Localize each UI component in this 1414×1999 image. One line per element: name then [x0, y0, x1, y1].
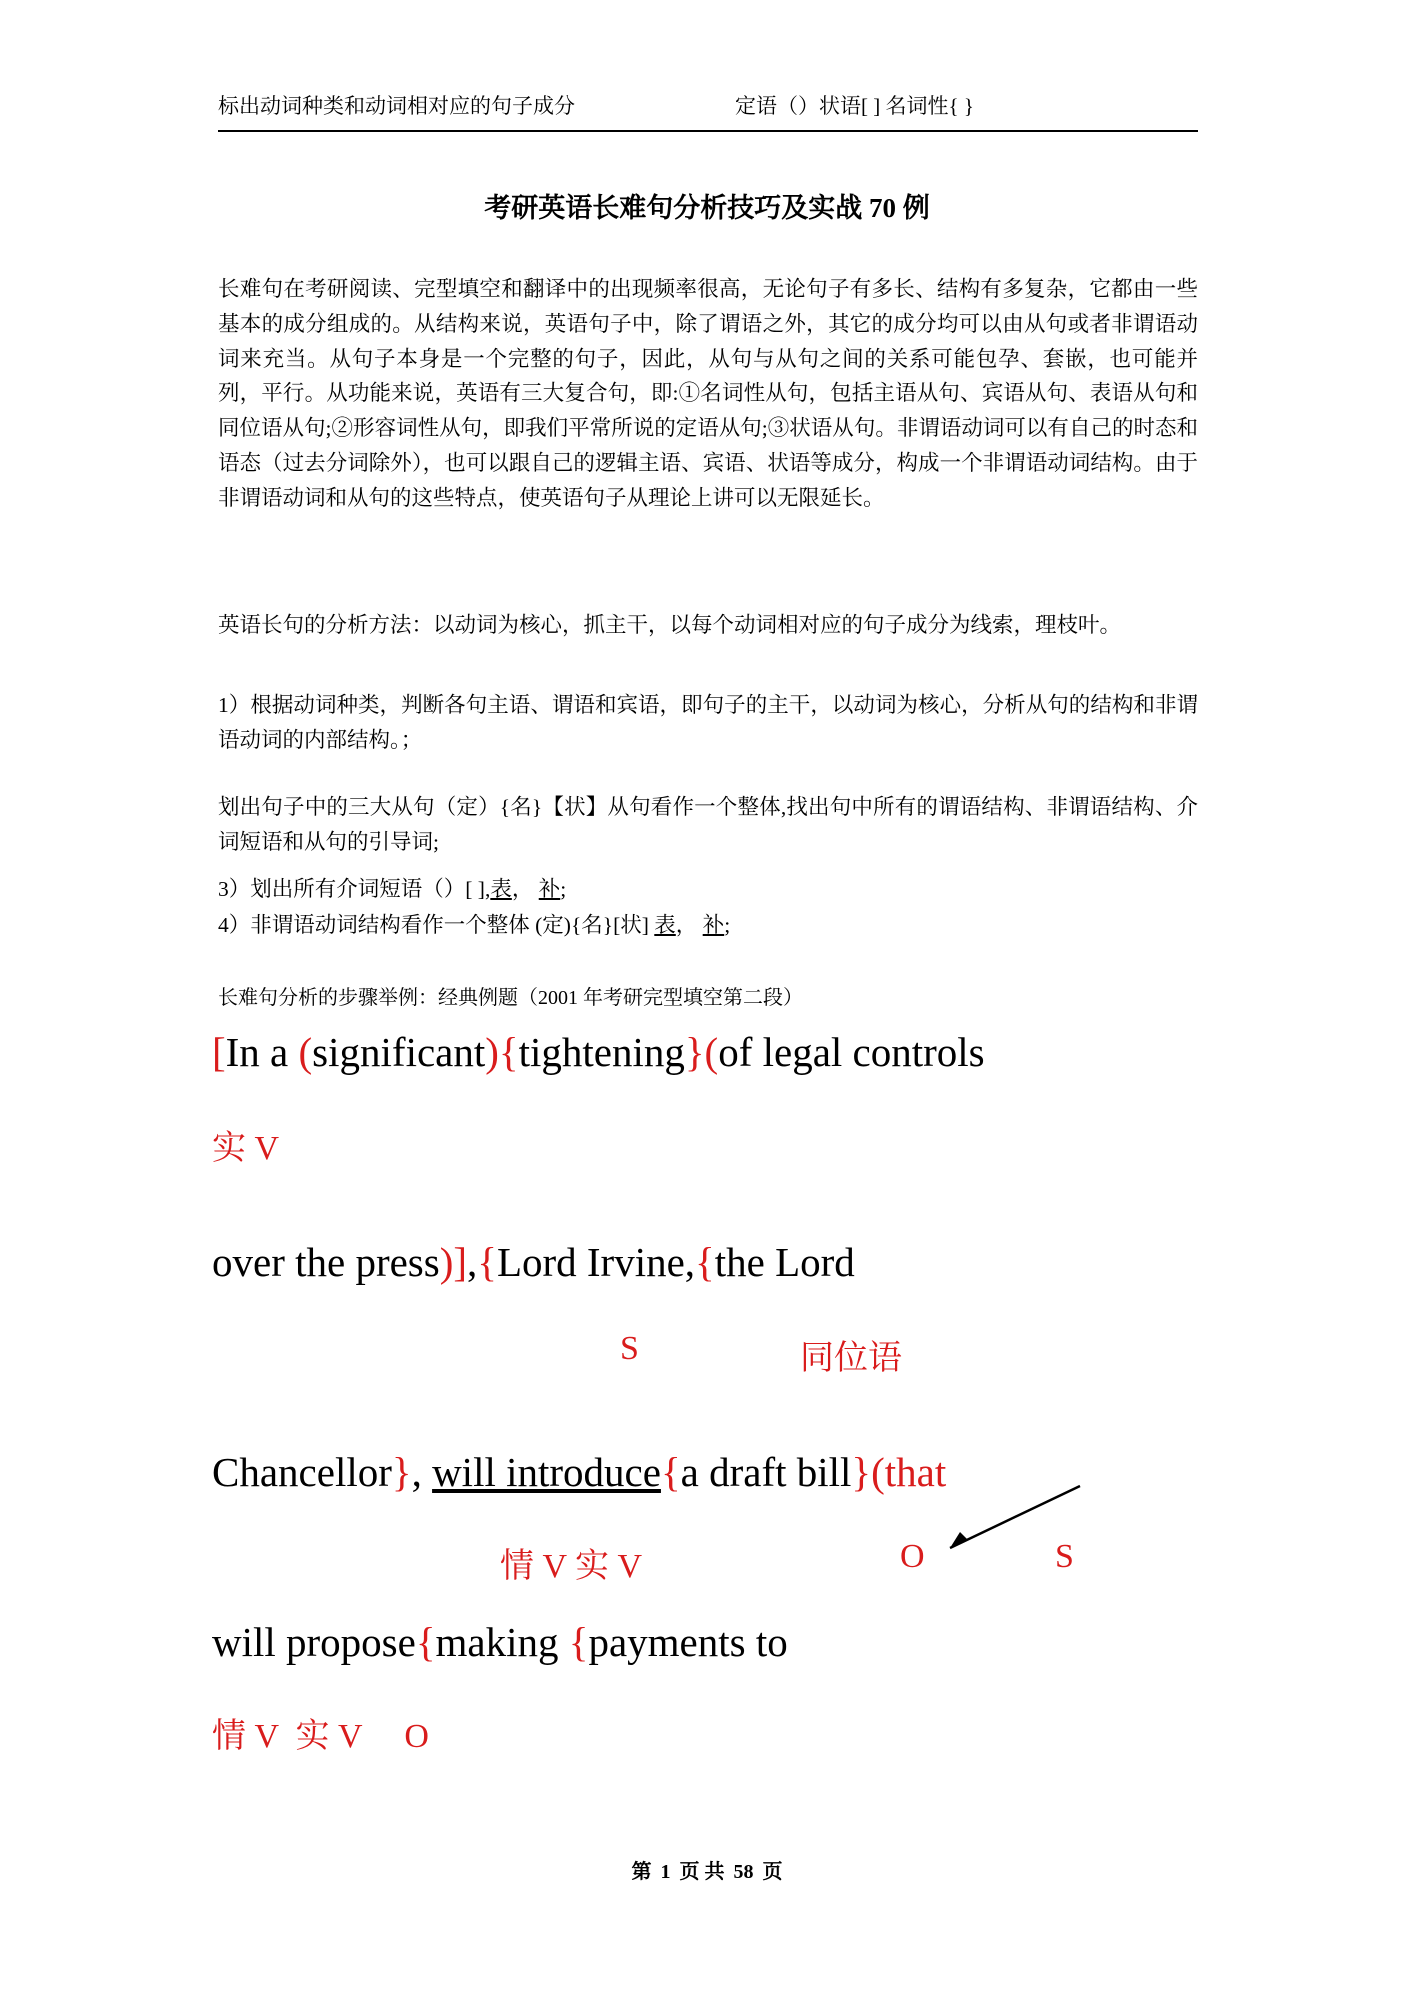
page-footer [0, 1855, 1414, 1884]
text-segment: { [415, 1619, 436, 1665]
text-segment: } [851, 1449, 872, 1495]
example-mark-4: 情 V 实 V O [212, 1718, 429, 1755]
text-segment: { [498, 1029, 519, 1075]
paragraph-step3 [218, 872, 1198, 907]
example-mark-1: 实 V [212, 1130, 280, 1167]
footer-suffix: 页 [762, 1861, 783, 1883]
step4-suffix: ; [724, 913, 731, 937]
text-segment: ) [485, 1029, 499, 1075]
text-segment: )] [439, 1239, 468, 1285]
step4-underline-1: 表 [654, 913, 676, 937]
text-segment: { [477, 1239, 497, 1285]
example-mark-3-object: O [900, 1538, 925, 1575]
step4-mid: ， [675, 913, 703, 937]
example-mark-3-subject: S [1055, 1538, 1074, 1575]
text-segment: of legal controls [718, 1029, 985, 1075]
step3-underline-1: 表 [490, 877, 512, 901]
step3-suffix: ; [560, 877, 567, 901]
text-segment: Chancellor [212, 1449, 392, 1495]
example-mark-2-subject: S [620, 1330, 639, 1367]
paragraph-step2: 划出句子中的三大从句（定）{名}【状】从句看作一个整体,找出句中所有的谓语结构、非谓语结构、介词短语和从句的引导词; [218, 795, 1198, 854]
page-header [218, 90, 1198, 132]
paragraph-method: 英语长句的分析方法：以动词为核心，抓主干，以每个动词相对应的句子成分为线索，理枝叶。 [218, 613, 1122, 637]
example-line-4 [212, 1620, 788, 1665]
paragraph-step4 [218, 908, 1198, 943]
pointer-arrow-icon [930, 1478, 1090, 1558]
text-segment: ( [871, 1449, 885, 1495]
footer-prefix: 第 [631, 1861, 652, 1883]
text-segment: , [467, 1239, 478, 1285]
step4-underline-2: 补 [702, 913, 725, 937]
page-title: 考研英语长难句分析技巧及实战 70 例 [484, 193, 930, 223]
paragraph-intro: 长难句在考研阅读、完型填空和翻译中的出现频率很高，无论句子有多长、结构有多复杂，它都由一些基本的成分组成的。从结构来说，英语句子中，除了谓语之外，其它的成分均可以由从句或者非谓语动词来充当。从句子本身是一个完整的句子，因此，从句与从句之间的关系可能包孕、套嵌，也可能并列，平行。从功能来说，英语有三大复合句，即:①名词性从句，包括主语从句、宾语从句、表语从句和同位语从句;②形容词性从句，即我们平常所说的定语从句;③状语从句。非谓语动词可以有自己的时态和语态（过去分词除外），也可以跟自己的逻辑主语、宾语、状语等成分，构成一个非谓语动词结构。由于非谓语动词和从句的这些特点，使英语句子从理论上讲可以无限延长。 [218, 277, 1198, 510]
example-line-1 [212, 1030, 985, 1075]
text-segment: will propose [212, 1619, 416, 1665]
step4-prefix: 4）非谓语动词结构看作一个整体 (定){名}[状] [218, 913, 655, 937]
example-line-3 [212, 1450, 946, 1495]
text-segment: the Lord [714, 1239, 855, 1285]
text-segment: } [684, 1029, 705, 1075]
paragraph-example-intro: 长难句分析的步骤举例：经典例题（2001 年考研完型填空第二段） [218, 987, 803, 1009]
text-segment: making [435, 1619, 569, 1665]
footer-mid: 页 共 [679, 1861, 725, 1883]
text-segment: over the press [212, 1239, 440, 1285]
text-segment: { [568, 1619, 589, 1665]
step3-mid: ， [511, 877, 539, 901]
text-segment: ( [704, 1029, 719, 1075]
footer-total-pages: 58 [733, 1861, 754, 1883]
text-segment: a draft bill [680, 1449, 852, 1495]
example-mark-3-verbs: 情 V 实 V [500, 1548, 642, 1585]
text-segment: { [660, 1449, 681, 1495]
text-segment: will introduce [432, 1449, 661, 1495]
paragraph-step1: 1）根据动词种类，判断各句主语、谓语和宾语，即句子的主干，以动词为核心，分析从句的结构和非谓语动词的内部结构。； [218, 693, 1198, 752]
text-segment: significant [312, 1029, 486, 1075]
text-segment: payments to [588, 1619, 788, 1665]
text-segment: , [411, 1449, 433, 1495]
header-right-text: 定语（）状语[ ] 名词性{ } [735, 94, 974, 118]
step3-prefix: 3）划出所有介词短语（）[ ], [218, 877, 491, 901]
step3-underline-2: 补 [538, 877, 561, 901]
text-segment: that [884, 1449, 947, 1495]
text-segment: tightening [518, 1029, 685, 1075]
text-segment: [ [212, 1029, 226, 1075]
text-segment: } [391, 1449, 412, 1495]
header-left-text: 标出动词种类和动词相对应的句子成分 [218, 94, 575, 118]
text-segment: In a [225, 1029, 299, 1075]
example-line-2 [212, 1240, 855, 1285]
text-segment: { [695, 1239, 715, 1285]
text-segment: Lord Irvine, [496, 1239, 696, 1285]
footer-page-number: 1 [660, 1861, 671, 1883]
example-mark-2-appositive: 同位语 [800, 1340, 902, 1377]
text-segment: ( [298, 1029, 313, 1075]
